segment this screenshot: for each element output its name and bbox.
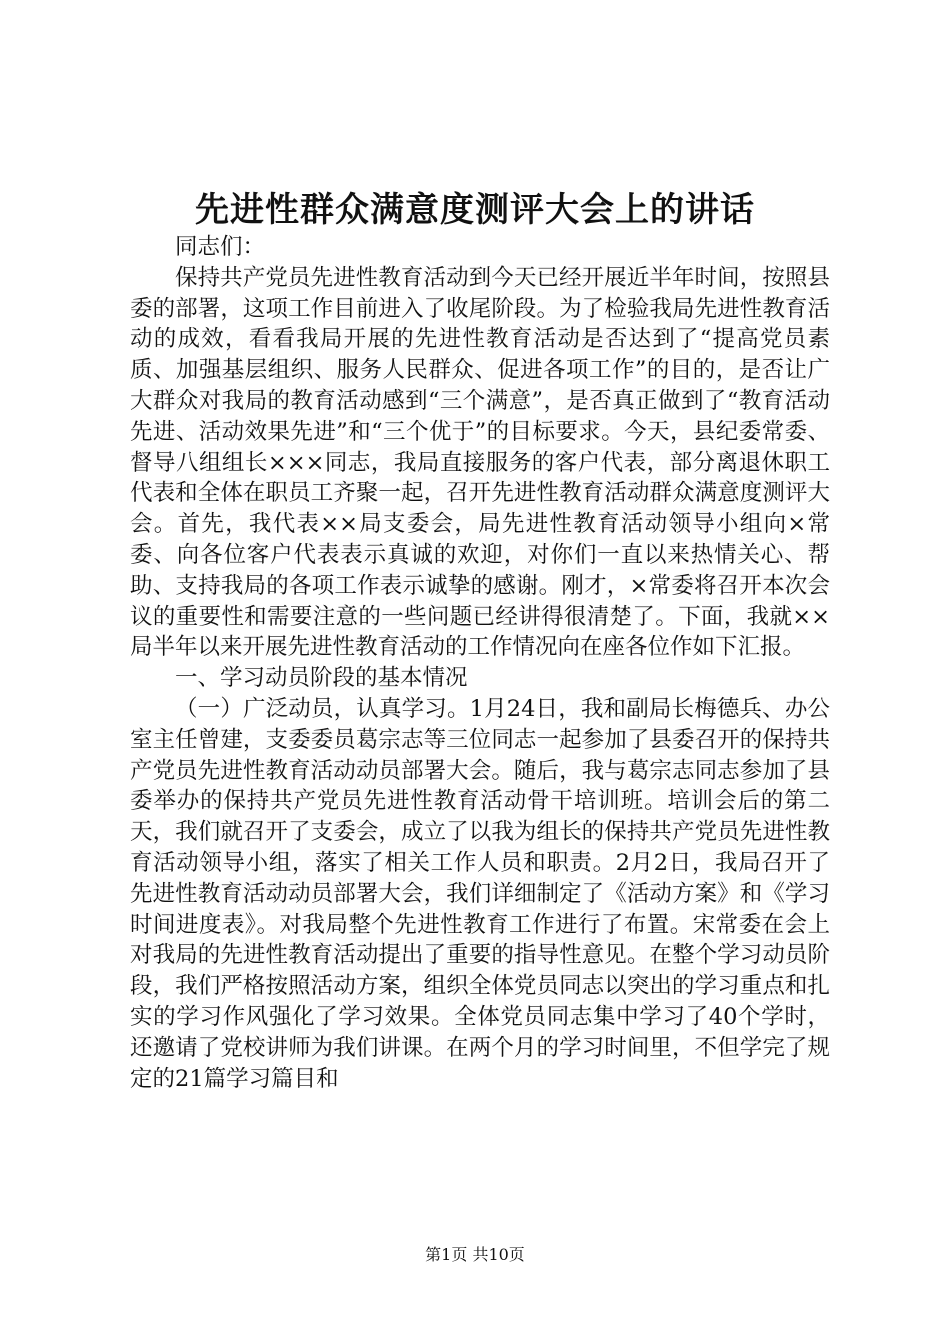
document-body (130, 232, 830, 1094)
salutation: 同志们： (175, 234, 266, 260)
section-heading: 一、学习动员阶段的基本情况 (175, 665, 468, 692)
document-title: 先进性群众满意度测评大会上的讲话 (195, 190, 755, 230)
paragraph-intro: 保持共产党员先进性教育活动到今天已经开展近半年时间，按照县委的部署，这项工作目前进入了收尾阶段。为了检验我局先进性教育活动的成效，看看我局开展的先进性教育活动是否达到了“提高党员素质、加强基层组织、服务人民群众、促进各项工作”的目的，是否让广大群众对我局的教育活动感到“三个满意”，是否真正做到了“教育活动先进、活动效果先进”和“三个优于”的目标要求。今天，县纪委常委、督导八组组长×××同志，我局直接服务的客户代表，部分离退休职工代表和全体在职员工齐聚一起，召开先进性教育活动群众满意度测评大会。首先，我代表××局支委会，局先进性教育活动领导小组向×常委、向各位客户代表表示真诚的欢迎，对你们一直以来热情关心、帮助、支持我局的各项工作表示诚挚的感谢。刚才，×常委将召开本次会议的重要性和需要注意的一些问题已经讲得很清楚了。下面，我就××局半年以来开展先进性教育活动的工作情况向在座各位作如下汇报。 (130, 264, 830, 661)
page-number-footer: 第1页 共10页 (425, 1245, 525, 1264)
paragraph-section-1: （一）广泛动员，认真学习。1月24日，我和副局长梅德兵、办公室主任曾建，支委委员葛宗志等三位同志一起参加了县委召开的保持共产党员先进性教育活动动员部署大会。随后，我与葛宗志同志参加了县委举办的保持共产党员先进性教育活动骨干培训班。培训会后的第二天，我们就召开了支委会，成立了以我为组长的保持共产党员先进性教育活动领导小组，落实了相关工作人员和职责。2月2日，我局召开了先进性教育活动动员部署大会，我们详细制定了《活动方案》和《学习时间进度表》。对我局整个先进性教育工作进行了布置。宋常委在会上对我局的先进性教育活动提出了重要的指导性意见。在整个学习动员阶段，我们严格按照活动方案，组织全体党员同志以突出的学习重点和扎实的学习作风强化了学习效果。全体党员同志集中学习了40个学时，还邀请了党校讲师为我们讲课。在两个月的学习时间里，不但学完了规定的21篇学习篇目和 (130, 695, 830, 1092)
